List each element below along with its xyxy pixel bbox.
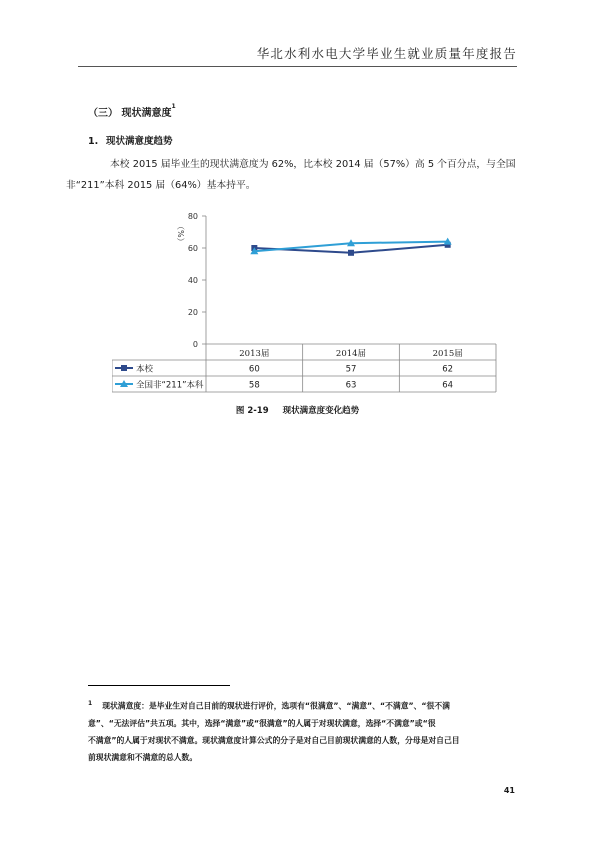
header-rule [78,66,517,67]
figure-number: 图 2-19 [235,406,269,416]
footnote [88,695,518,766]
x-category-label: 2014届 [335,349,367,359]
trend-chart [112,208,498,398]
footnote-line: 意”、“无法评估”共五项。其中，选择“满意”或“很满意”的人属于对现状满意，选择“不满意”或“很 [88,718,436,728]
figure-title: 现状满意度变化趋势 [282,406,360,416]
x-category-label: 2015届 [432,349,463,359]
footnote-reference[interactable]: 1 [171,103,176,110]
chart-svg [112,208,498,398]
table-value-cell: 60 [248,364,260,375]
y-tick-label: 0 [192,340,198,349]
table-value-cell: 57 [345,364,357,375]
footnote-line [88,695,518,715]
footnote-text: 是毕业生对自己目前的现状进行评价，选项有“很满意”、“满意”、“不满意”、“很不满 [148,701,450,711]
section-heading-text: （三） 现状满意度 [88,108,172,119]
page-number: 41 [503,786,515,795]
y-tick-label: 40 [187,276,198,285]
y-tick-label: 80 [187,212,198,221]
table-value-cell: 64 [442,380,454,391]
legend-series-name: 全国非“211”本科 [136,380,204,391]
footnote-term: 现状满意度： [102,701,149,711]
subsection-number: 1. [88,136,99,147]
table-value-cell: 63 [345,380,357,391]
paragraph-line: 本校 2015 届毕业生的现状满意度为 62%，比本校 2014 届（57%）高 5 个百分点，与全国 [110,159,516,170]
footnote-line: 不满意”的人属于对现状不满意。现状满意度计算公式的分子是对自己目前现状满意的人数，分母是对自己目 [88,735,460,745]
subsection-heading [88,133,173,147]
legend-marker-square [121,365,127,371]
x-category-label: 2013届 [239,349,270,359]
legend-series-name: 本校 [136,364,154,375]
footnote-line: 前现状满意和不满意的总人数。 [88,752,198,762]
paragraph-line: 非“211”本科 2015 届（64%）基本持平。 [66,180,256,191]
running-header-title: 华北水利水电大学毕业生就业质量年度报告 [256,46,517,61]
y-axis-unit-label: （%） [176,222,185,246]
section-heading [88,104,176,119]
footnote-mark: 1 [88,700,93,707]
y-tick-label: 20 [187,308,198,317]
table-value-cell: 62 [442,364,454,375]
figure-caption [0,404,595,416]
subsection-title: 现状满意度趋势 [106,136,173,147]
y-tick-label: 60 [187,244,198,253]
body-paragraph [66,154,516,196]
footnote-rule [88,685,230,686]
table-value-cell: 58 [248,380,260,391]
data-point-square [348,250,354,256]
